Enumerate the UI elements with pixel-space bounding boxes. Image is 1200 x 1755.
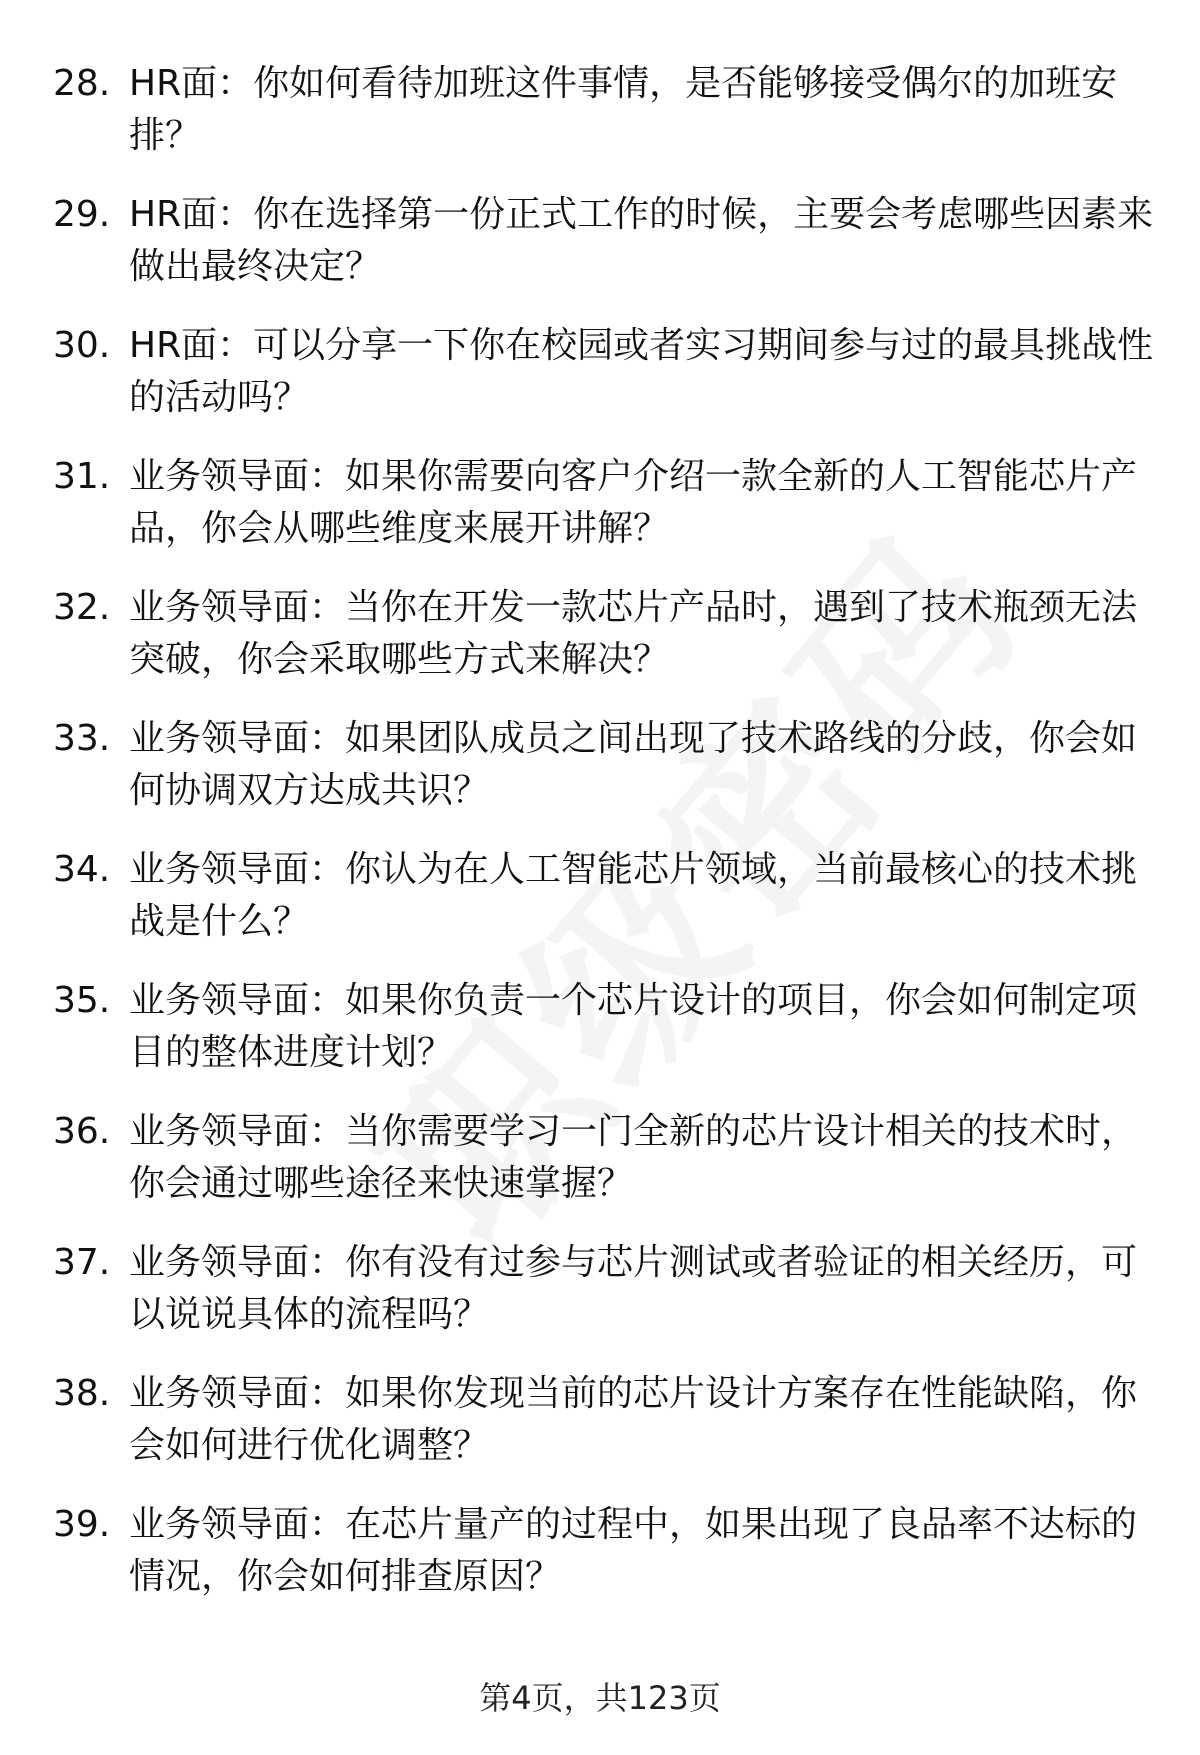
- list-item: [0, 1237, 1200, 1368]
- list-item: [0, 1106, 1200, 1237]
- page-footer: 第4页，共123页: [479, 1679, 721, 1717]
- question-number: 33.: [53, 718, 111, 759]
- question-text: 业务领导面：如果你负责一个芯片设计的项目，你会如何制定项目的整体进度计划？: [129, 980, 1138, 1073]
- question-text: 业务领导面：当你需要学习一门全新的芯片设计相关的技术时，你会通过哪些途径来快速掌握？: [129, 1111, 1138, 1204]
- question-list: [0, 58, 1200, 1630]
- question-number: 39.: [53, 1504, 111, 1545]
- list-item: [0, 58, 1200, 189]
- question-number: 28.: [53, 63, 111, 104]
- list-item: [0, 451, 1200, 582]
- question-text: 业务领导面：当你在开发一款芯片产品时，遇到了技术瓶颈无法突破，你会采取哪些方式来解决？: [129, 587, 1138, 680]
- question-number: 35.: [53, 980, 111, 1021]
- question-text: 业务领导面：如果团队成员之间出现了技术路线的分歧，你会如何协调双方达成共识？: [129, 718, 1138, 811]
- list-item: [0, 1499, 1200, 1630]
- list-item: [0, 582, 1200, 713]
- list-item: [0, 975, 1200, 1106]
- question-number: 38.: [53, 1373, 111, 1414]
- question-number: 29.: [53, 194, 111, 235]
- question-text: 业务领导面：如果你需要向客户介绍一款全新的人工智能芯片产品，你会从哪些维度来展开讲解？: [129, 456, 1138, 549]
- question-number: 37.: [53, 1242, 111, 1283]
- question-text: 业务领导面：你有没有过参与芯片测试或者验证的相关经历，可以说说具体的流程吗？: [129, 1242, 1138, 1335]
- question-text: 业务领导面：如果你发现当前的芯片设计方案存在性能缺陷，你会如何进行优化调整？: [129, 1373, 1138, 1466]
- list-item: [0, 713, 1200, 844]
- question-number: 31.: [53, 456, 111, 497]
- list-item: [0, 320, 1200, 451]
- question-text: HR面：可以分享一下你在校园或者实习期间参与过的最具挑战性的活动吗？: [129, 325, 1154, 418]
- question-number: 32.: [53, 587, 111, 628]
- list-item: [0, 844, 1200, 975]
- question-text: 业务领导面：在芯片量产的过程中，如果出现了良品率不达标的情况，你会如何排查原因？: [129, 1504, 1138, 1597]
- question-text: HR面：你如何看待加班这件事情，是否能够接受偶尔的加班安排？: [129, 63, 1118, 156]
- question-number: 34.: [53, 849, 111, 890]
- question-number: 36.: [53, 1111, 111, 1152]
- question-text: HR面：你在选择第一份正式工作的时候，主要会考虑哪些因素来做出最终决定？: [129, 194, 1154, 287]
- list-item: [0, 189, 1200, 320]
- question-number: 30.: [53, 325, 111, 366]
- question-text: 业务领导面：你认为在人工智能芯片领域，当前最核心的技术挑战是什么？: [129, 849, 1138, 942]
- list-item: [0, 1368, 1200, 1499]
